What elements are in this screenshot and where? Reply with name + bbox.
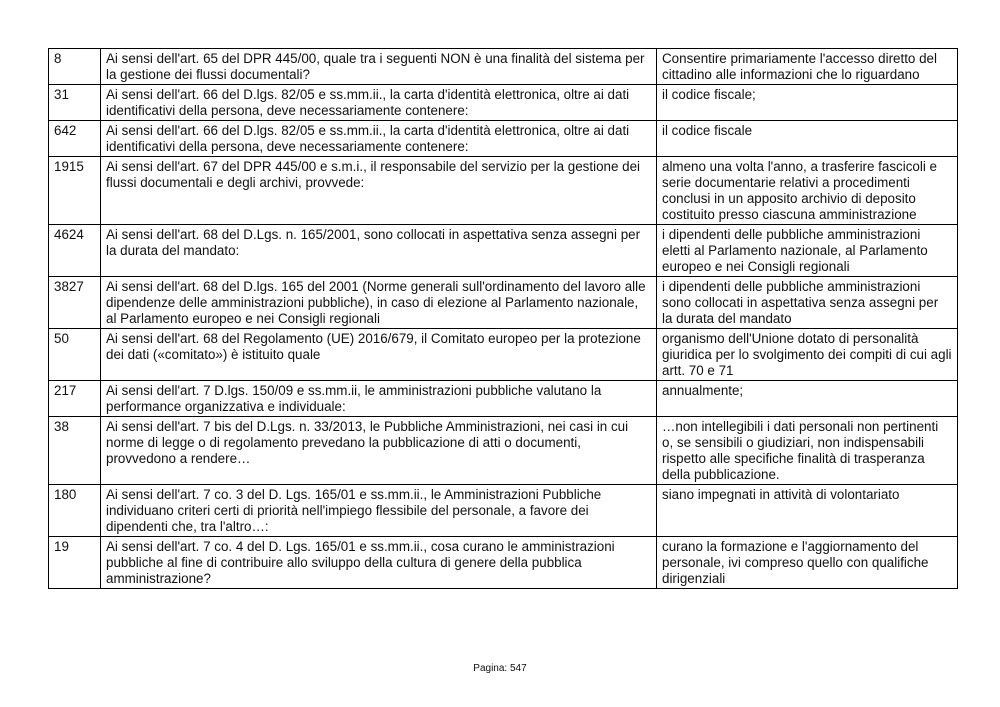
table-row bbox=[49, 49, 958, 85]
question-cell: Ai sensi dell'art. 7 D.lgs. 150/09 e ss.mm.ii, le amministrazioni pubbliche valutano la performance organizzativa e individuale: bbox=[101, 381, 657, 417]
question-cell: Ai sensi dell'art. 68 del Regolamento (UE) 2016/679, il Comitato europeo per la protezione dei dati («comitato») è istituito quale bbox=[101, 329, 657, 381]
qa-table-body bbox=[49, 49, 958, 589]
qa-table bbox=[48, 48, 958, 589]
table-row bbox=[49, 417, 958, 485]
answer-cell: almeno una volta l'anno, a trasferire fascicoli e serie documentarie relativi a procedimenti conclusi in un apposito archivio di deposito costituito presso ciascuna amministrazione bbox=[657, 157, 958, 225]
question-number-cell: 4624 bbox=[49, 225, 101, 277]
answer-cell: curano la formazione e l'aggiornamento del personale, ivi compreso quello con qualifiche dirigenziali bbox=[657, 537, 958, 589]
question-number-cell: 1915 bbox=[49, 157, 101, 225]
table-row bbox=[49, 157, 958, 225]
question-number-cell: 217 bbox=[49, 381, 101, 417]
page-number: Pagina: 547 bbox=[473, 663, 527, 674]
question-cell: Ai sensi dell'art. 68 del D.lgs. 165 del 2001 (Norme generali sull'ordinamento del lavoro alle dipendenze delle amministrazioni pubbliche), in caso di elezione al Parlamento nazionale, al Parlamento europeo e nei Consigli regionali bbox=[101, 277, 657, 329]
question-cell: Ai sensi dell'art. 7 co. 3 del D. Lgs. 165/01 e ss.mm.ii., le Amministrazioni Pubbliche individuano criteri certi di priorità nell'impiego flessibile del personale, a favore dei dipendenti che, tra l'altro…: bbox=[101, 485, 657, 537]
answer-cell: siano impegnati in attività di volontariato bbox=[657, 485, 958, 537]
answer-cell: …non intellegibili i dati personali non pertinenti o, se sensibili o giudiziari, non indispensabili rispetto alle specifiche finalità di trasperanza della pubblicazione. bbox=[657, 417, 958, 485]
question-number-cell: 38 bbox=[49, 417, 101, 485]
table-row bbox=[49, 85, 958, 121]
question-cell: Ai sensi dell'art. 65 del DPR 445/00, quale tra i seguenti NON è una finalità del sistema per la gestione dei flussi documentali? bbox=[101, 49, 657, 85]
question-number-cell: 3827 bbox=[49, 277, 101, 329]
question-number-cell: 642 bbox=[49, 121, 101, 157]
answer-cell: i dipendenti delle pubbliche amministrazioni sono collocati in aspettativa senza assegni per la durata del mandato bbox=[657, 277, 958, 329]
question-cell: Ai sensi dell'art. 67 del DPR 445/00 e s.m.i., il responsabile del servizio per la gestione dei flussi documentali e degli archivi, provvede: bbox=[101, 157, 657, 225]
question-cell: Ai sensi dell'art. 66 del D.lgs. 82/05 e ss.mm.ii., la carta d'identità elettronica, oltre ai dati identificativi della persona, deve necessariamente contenere: bbox=[101, 85, 657, 121]
answer-cell: Consentire primariamente l'accesso diretto del cittadino alle informazioni che lo riguardano bbox=[657, 49, 958, 85]
answer-cell: il codice fiscale; bbox=[657, 85, 958, 121]
table-row bbox=[49, 485, 958, 537]
question-number-cell: 8 bbox=[49, 49, 101, 85]
question-number-cell: 180 bbox=[49, 485, 101, 537]
table-row bbox=[49, 381, 958, 417]
answer-cell: i dipendenti delle pubbliche amministrazioni eletti al Parlamento nazionale, al Parlamento europeo e nei Consigli regionali bbox=[657, 225, 958, 277]
question-number-cell: 31 bbox=[49, 85, 101, 121]
question-cell: Ai sensi dell'art. 66 del D.lgs. 82/05 e ss.mm.ii., la carta d'identità elettronica, oltre ai dati identificativi della persona, deve necessariamente contenere: bbox=[101, 121, 657, 157]
table-row bbox=[49, 329, 958, 381]
answer-cell: annualmente; bbox=[657, 381, 958, 417]
question-cell: Ai sensi dell'art. 7 bis del D.Lgs. n. 33/2013, le Pubbliche Amministrazioni, nei casi in cui norme di legge o di regolamento prevedano la pubblicazione di atti o documenti, provvedono a rendere… bbox=[101, 417, 657, 485]
question-cell: Ai sensi dell'art. 68 del D.Lgs. n. 165/2001, sono collocati in aspettativa senza assegni per la durata del mandato: bbox=[101, 225, 657, 277]
answer-cell: organismo dell'Unione dotato di personalità giuridica per lo svolgimento dei compiti di cui agli artt. 70 e 71 bbox=[657, 329, 958, 381]
table-row bbox=[49, 277, 958, 329]
table-row bbox=[49, 121, 958, 157]
answer-cell: il codice fiscale bbox=[657, 121, 958, 157]
question-number-cell: 50 bbox=[49, 329, 101, 381]
table-row bbox=[49, 537, 958, 589]
question-cell: Ai sensi dell'art. 7 co. 4 del D. Lgs. 165/01 e ss.mm.ii., cosa curano le amministrazioni pubbliche al fine di contribuire allo sviluppo della cultura di genere della pubblica amministrazione? bbox=[101, 537, 657, 589]
question-number-cell: 19 bbox=[49, 537, 101, 589]
table-row bbox=[49, 225, 958, 277]
